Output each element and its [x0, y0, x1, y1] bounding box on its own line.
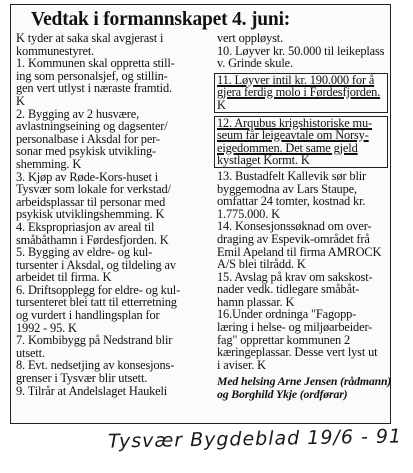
text-line: 1. Kommunen skal oppretta still- — [16, 56, 175, 71]
clipping-title: Vedtak i formannskapet 4. juni: — [31, 9, 291, 30]
text-line: K — [16, 93, 25, 108]
text-line: 15. Avslag på krav om sakskost- — [217, 269, 373, 284]
text-line: kystlaget Kormt. K — [217, 153, 310, 168]
underlined-line: seum får leigeavtale om Norsy- — [217, 128, 369, 143]
text-line: K — [217, 97, 226, 112]
text-line: hamn plassar. K — [217, 294, 295, 309]
text-line: shemming. K — [16, 156, 82, 171]
text-line: Tysvær som lokale for verkstad/ — [16, 182, 171, 197]
text-line: arbeidet til firma. K — [16, 270, 112, 285]
text-line: K tyder at saka skal avgjerast i — [16, 31, 164, 45]
text-line: 13. Bustadfelt Kallevik sør blir — [217, 168, 367, 183]
signature-line: Med helsing Arne Jensen (rådmann) — [217, 374, 392, 389]
news-clipping — [10, 4, 391, 424]
text-line: kæringeplassar. Desse vert lyst ut — [217, 345, 378, 360]
text-line: 9. Tilrår at Andelslaget Haukeli — [16, 383, 168, 398]
right-column — [217, 31, 392, 402]
text-line: i aviser. K — [217, 357, 266, 372]
text-line: og vurdert i handlingsplan for — [16, 308, 160, 323]
text-line: draging av Espevik-området frå — [217, 231, 370, 246]
text-line: læring i helse- og miljøarbeider- — [217, 320, 373, 335]
text-line: 2. Bygging av 2 husvære, — [16, 106, 140, 121]
text-line: v. Grinde skule. — [217, 56, 293, 71]
text-line: 10. Løyver kr. 50.000 til leikeplass — [217, 43, 385, 58]
text-line: 14. Konsesjonssøknad om over- — [217, 219, 372, 234]
underlined-line: 12. Arqubus krigshistoriske mu- — [217, 115, 373, 130]
text-line: omfattar 24 tomter, kostnad kr. — [217, 194, 366, 209]
text-line: 7. Kombibygg på Nedstrand blir — [16, 333, 173, 348]
text-line: vert oppløyst. — [217, 31, 284, 45]
text-line: 5. Bygging av eldre- og kul- — [16, 245, 153, 260]
text-line: tursenter i Aksdal, og tildeling av — [16, 257, 176, 272]
text-line: sonar med psykisk utvikling- — [16, 144, 157, 159]
text-line: 3. Kjøp av Røde-Kors-huset i — [16, 169, 159, 184]
boxed-item-11 — [214, 73, 388, 113]
left-column — [16, 32, 219, 397]
text-line: personalbase i Aksdal for per- — [16, 131, 160, 146]
text-line: ing som personalsjef, og stillin- — [16, 68, 168, 83]
text-line: kommunestyret. — [16, 43, 95, 58]
text-line: arbeidsplassar til personar med — [16, 194, 166, 209]
text-line: 16.Under ordninga "Fagopp- — [217, 307, 357, 322]
text-line: Emil Apeland til firma AMROCK — [217, 244, 382, 259]
underlined-line: 11. Løyver intil kr. 190.000 for å — [217, 72, 375, 87]
text-line: psykisk utviklingshemming. K — [16, 207, 165, 222]
text-line: 8. Evt. nedsetjing av konsesjons- — [16, 358, 175, 373]
text-line: byggemodna av Lars Staupe, — [217, 181, 357, 196]
text-line: småbåthamn i Førdesfjorden. K — [16, 232, 169, 247]
text-line: 1.775.000. K — [217, 206, 280, 221]
signature-line: og Borghild Ykje (ordførar) — [217, 387, 348, 402]
handwritten-source-note: Tysvær Bygdeblad 19/6 - 91 — [107, 425, 403, 453]
underlined-line: eigedommen. Det same gjeld — [217, 140, 358, 155]
text-line: 1992 - 95. K — [16, 320, 77, 335]
text-line: utsett. — [16, 345, 45, 360]
text-line: tursenteret blei tatt til etterretning — [16, 295, 177, 310]
text-line: gen vert utlyst i næraste framtid. — [16, 81, 172, 96]
text-line: 4. Ekspropriasjon av areal til — [16, 219, 155, 234]
text-line: fag" opprettar kommunen 2 — [217, 332, 351, 347]
text-line: grenser i Tysvær blir utsett. — [16, 371, 148, 386]
text-line: A/S blei tilrådd. K — [217, 257, 306, 272]
text-line: 6. Driftsopplegg for eldre- og kul- — [16, 282, 181, 297]
boxed-item-12 — [214, 116, 388, 168]
underlined-line: gjera ferdig molo i Førdesfjorden. — [217, 85, 381, 100]
text-line: nader vedk. tidlegare småbåt- — [217, 282, 360, 297]
text-line: avlastningseining og dagsenter/ — [16, 119, 168, 134]
